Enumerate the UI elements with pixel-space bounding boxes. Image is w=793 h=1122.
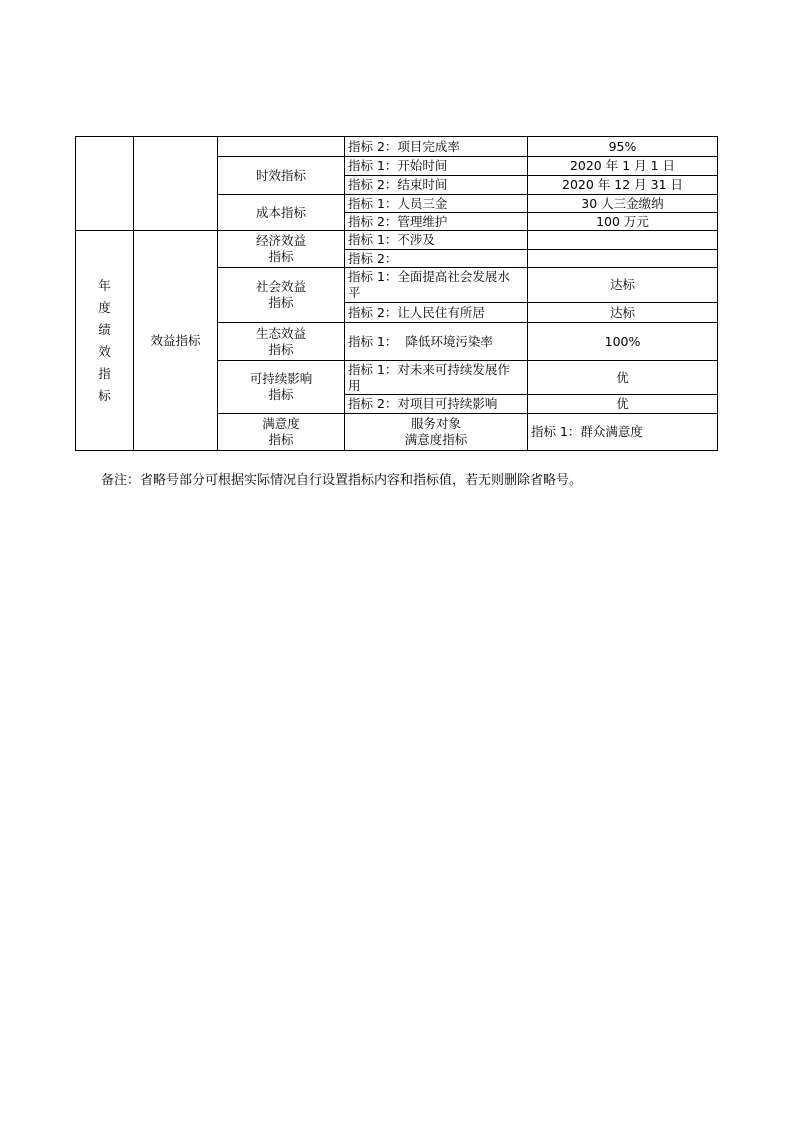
category-blank-cell [134,137,218,231]
value-sustainable-2: 优 [528,395,718,414]
value-end-time: 2020 年 12 月 31 日 [528,176,718,195]
value-maintenance: 100 万元 [528,213,718,231]
service-target-satisfaction-label: 服务对象 满意度指标 [345,414,528,451]
value-social-1: 达标 [528,268,718,303]
section-char: 指 [98,365,111,381]
indicator-social-2: 指标 2：让人民住有所居 [345,303,528,323]
value-sustainable-1: 优 [528,361,718,395]
cost-indicator-label: 成本指标 [218,195,345,231]
indicator-ecological-1: 指标 1： 降低环境污染率 [345,323,528,361]
section-char: 年 [98,277,111,293]
indicator-sustainable-1: 指标 1：对未来可持续发展作 用 [345,361,528,395]
annual-performance-indicator-label [76,231,134,451]
indicator-staff-benefits: 指标 1：人员三金 [345,195,528,213]
social-benefit-label: 社会效益 指标 [218,268,345,323]
indicator-social-1: 指标 1：全面提高社会发展水 平 [345,268,528,303]
value-completion-rate: 95% [528,137,718,157]
value-economic-1 [528,231,718,250]
benefit-indicator-label: 效益指标 [134,231,218,451]
ecological-benefit-label: 生态效益 指标 [218,323,345,361]
value-social-2: 达标 [528,303,718,323]
section-char: 效 [98,343,111,359]
value-economic-2 [528,250,718,268]
section-char: 标 [98,387,111,403]
performance-indicator-table [75,136,718,451]
indicator-completion-rate: 指标 2：项目完成率 [345,137,528,157]
sustainable-impact-label: 可持续影响 指标 [218,361,345,414]
timeliness-indicator-label: 时效指标 [218,157,345,195]
indicator-public-satisfaction: 指标 1：群众满意度 [528,414,718,451]
footnote-remark: 备注：省略号部分可根据实际情况自行设置指标内容和指标值，若无则删除省略号。 [101,473,583,488]
indicator-economic-2: 指标 2： [345,250,528,268]
indicator-maintenance: 指标 2：管理维护 [345,213,528,231]
value-ecological-1: 100% [528,323,718,361]
section-char: 绩 [98,321,111,337]
indicator-economic-1: 指标 1：不涉及 [345,231,528,250]
indicator-sustainable-2: 指标 2：对项目可持续影响 [345,395,528,414]
value-start-time: 2020 年 1 月 1 日 [528,157,718,176]
satisfaction-indicator-label: 满意度 指标 [218,414,345,451]
section-char: 度 [98,299,111,315]
indicator-start-time: 指标 1：开始时间 [345,157,528,176]
section-blank-cell [76,137,134,231]
value-staff-benefits: 30 人三金缴纳 [528,195,718,213]
subcategory-blank-cell [218,137,345,157]
indicator-end-time: 指标 2：结束时间 [345,176,528,195]
economic-benefit-label: 经济效益 指标 [218,231,345,268]
